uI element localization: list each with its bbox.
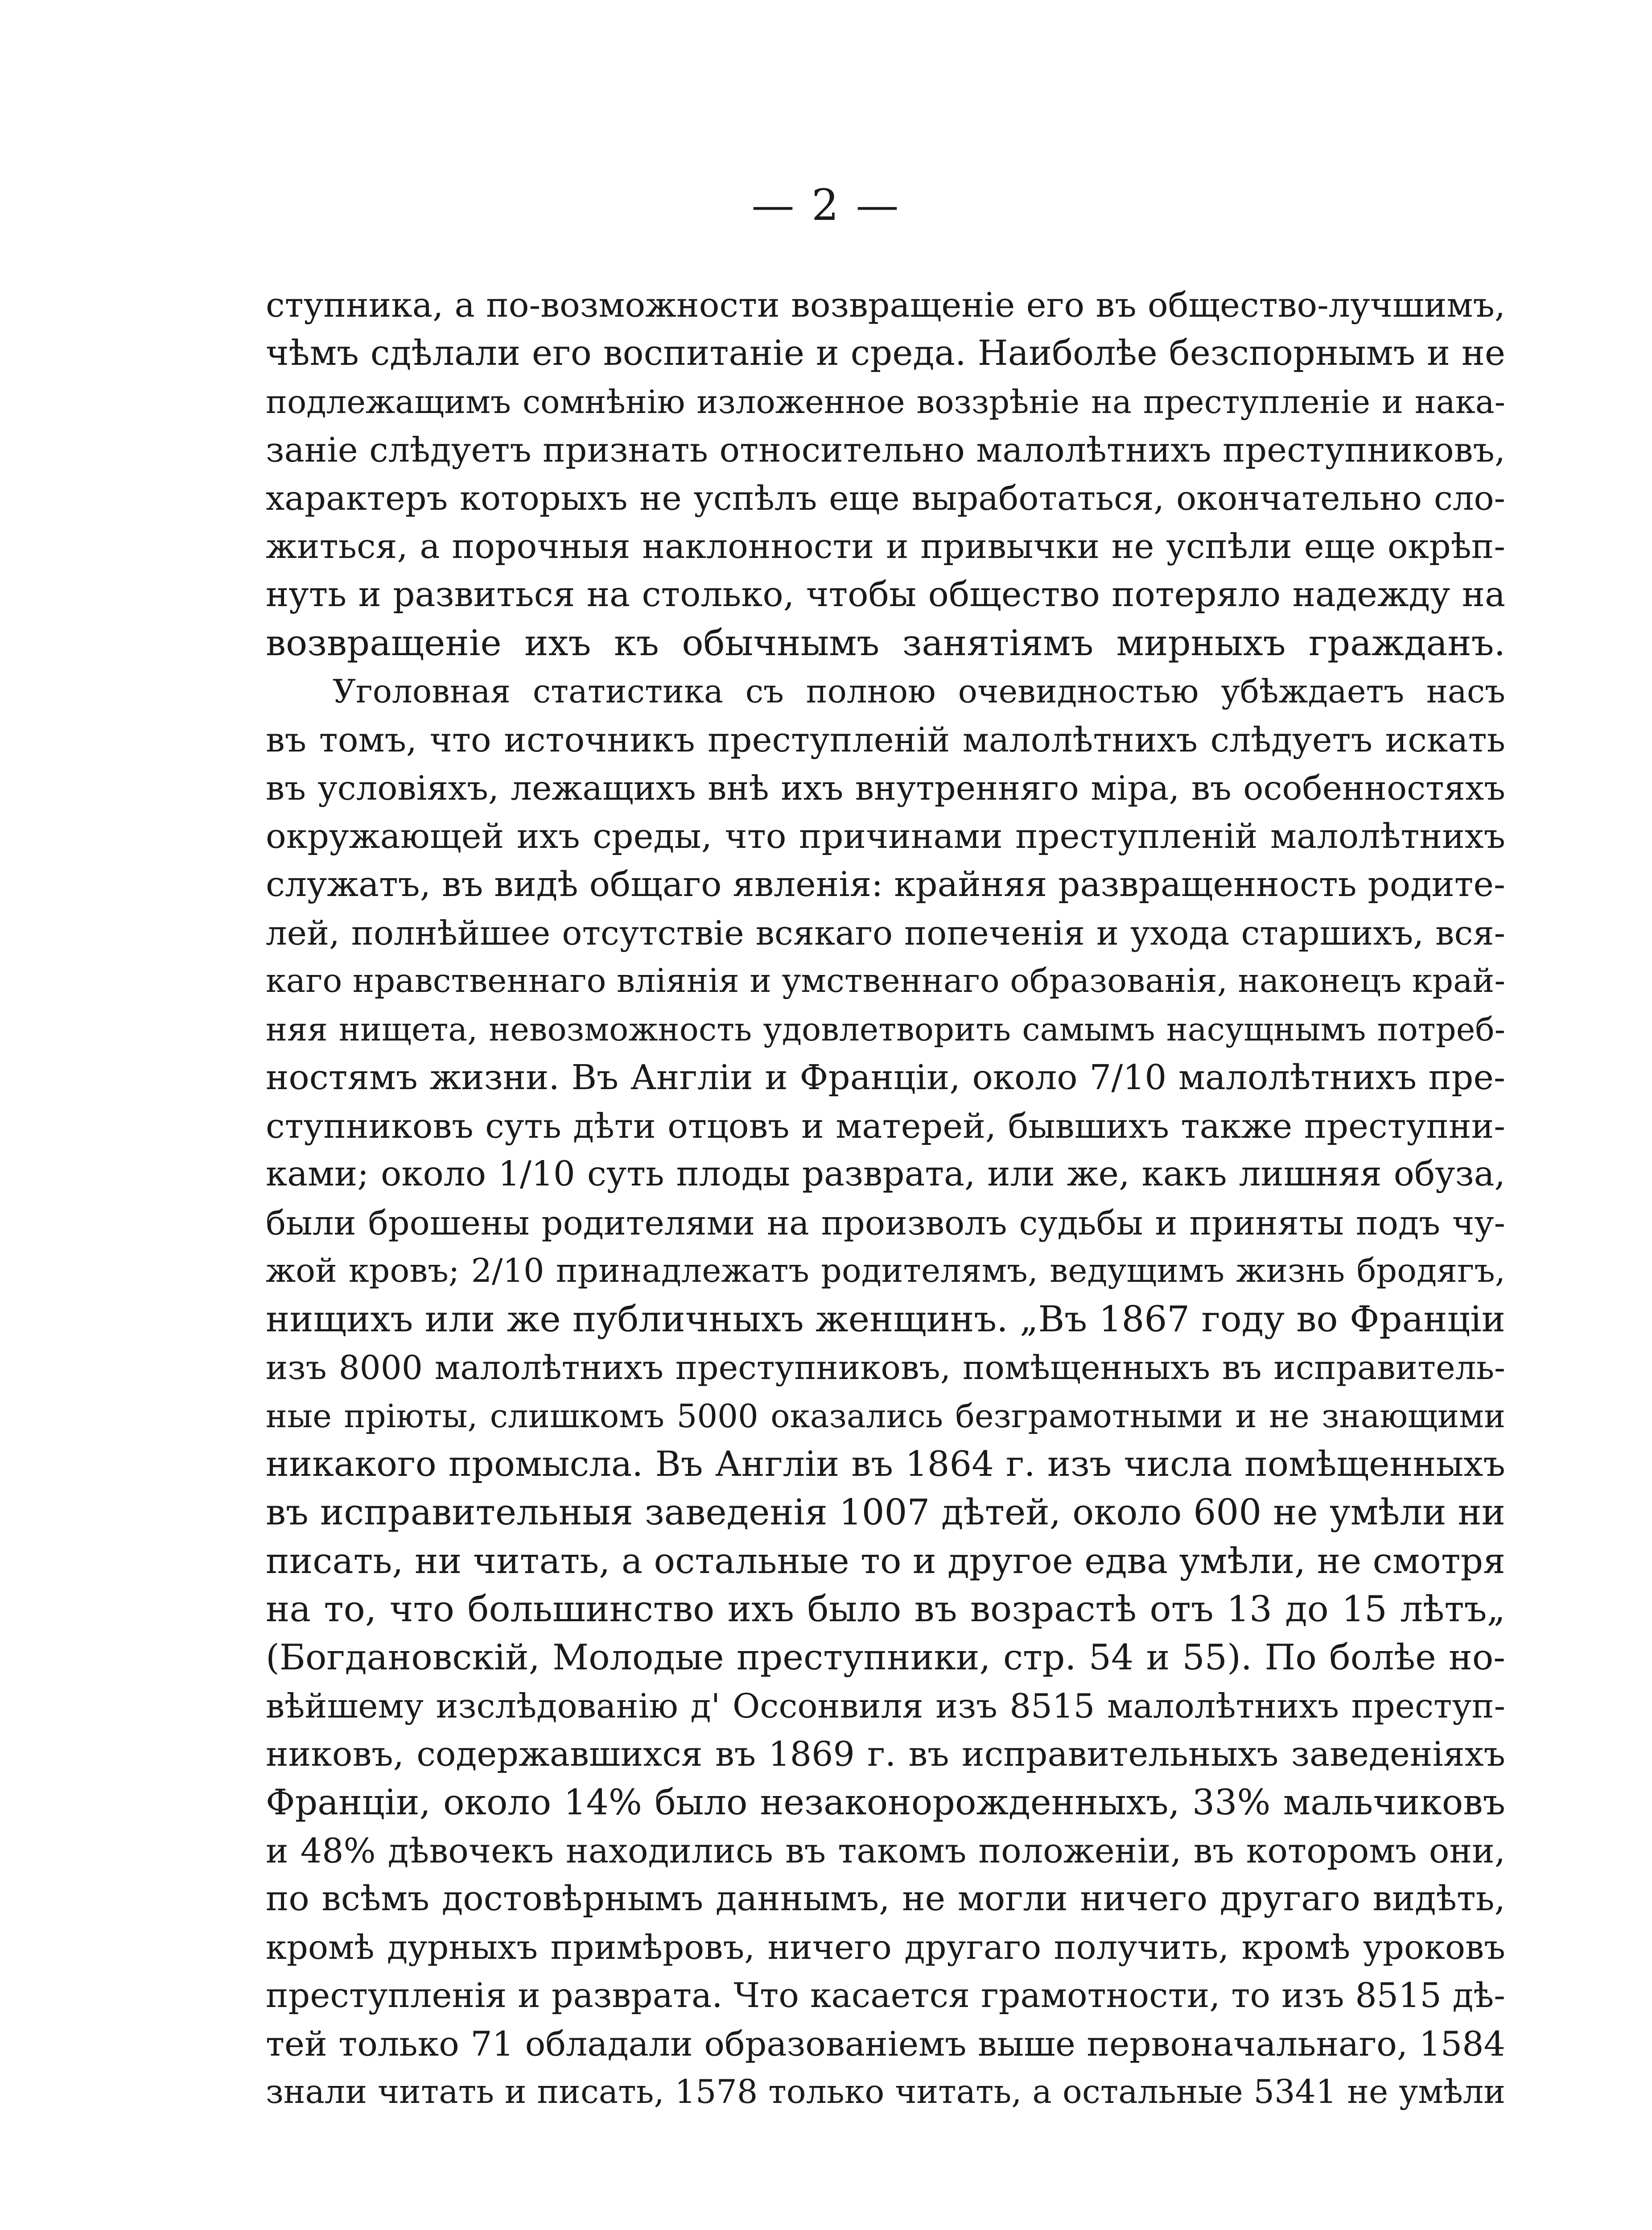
text-line: знали читать и писать, 1578 только читать, а остальные 5341 не умѣли xyxy=(266,2073,1505,2111)
text-line: никовъ, содержавшихся въ 1869 г. въ исправительныхъ заведеніяхъ xyxy=(266,1734,1505,1774)
text-line: ступниковъ суть дѣти отцовъ и матерей, бывшихъ также преступни- xyxy=(266,1106,1505,1146)
text-line: на то, что большинство ихъ было въ возрастѣ отъ 13 до 15 лѣтъ„ xyxy=(266,1588,1505,1630)
text-line: по всѣмъ достовѣрнымъ даннымъ, не могли ничего другаго видѣть, xyxy=(266,1879,1505,1919)
text-line: характеръ которыхъ не успѣлъ еще выработаться, окончательно сло- xyxy=(266,479,1505,518)
text-line: возвращеніе ихъ къ обычнымъ занятіямъ мирныхъ гражданъ. xyxy=(266,622,1505,664)
text-line: тей только 71 обладали образованіемъ выше первоначальнаго, 1584 xyxy=(266,2024,1505,2064)
text-line: были брошены родителями на произволъ судьбы и приняты подъ чу- xyxy=(266,1203,1505,1243)
text-line: вѣйшему изслѣдованію д' Оссонвиля изъ 8515 малолѣтнихъ преступ- xyxy=(266,1686,1505,1726)
text-line: кромѣ дурныхъ примѣровъ, ничего другаго получить, кромѣ уроковъ xyxy=(266,1928,1505,1967)
text-line: няя нищета, невозможность удовлетворить самымъ насущнымъ потреб- xyxy=(266,1011,1505,1049)
text-line: писать, ни читать, а остальные то и другое едва умѣли, не смотря xyxy=(266,1540,1505,1582)
page-number: — 2 — xyxy=(751,180,901,230)
text-line: житься, а порочныя наклонности и привычки не успѣли еще окрѣп- xyxy=(266,526,1505,566)
text-line: въ томъ, что источникъ преступленій малолѣтнихъ слѣдуетъ искать xyxy=(266,719,1505,760)
text-line: Франціи, около 14% было незаконорожденныхъ, 33% мальчиковъ xyxy=(266,1782,1505,1823)
body-text xyxy=(266,281,1505,2116)
text-line: нуть и развиться на столько, чтобы общество потеряло надежду на xyxy=(266,574,1505,615)
text-line: подлежащимъ сомнѣнію изложенное воззрѣніе на преступленіе и нака- xyxy=(266,383,1505,421)
text-line: (Богдановскій, Молодые преступники, стр. 54 и 55). По болѣе но- xyxy=(266,1637,1505,1678)
text-line: окружающей ихъ среды, что причинами преступленій малолѣтнихъ xyxy=(266,816,1505,856)
text-line: заніе слѣдуетъ признать относительно малолѣтнихъ преступниковъ, xyxy=(266,429,1505,470)
text-line: никакого промысла. Въ Англіи въ 1864 г. изъ числа помѣщенныхъ xyxy=(266,1444,1505,1485)
text-line: лей, полнѣйшее отсутствіе всякаго попеченія и ухода старшихъ, вся- xyxy=(266,913,1505,953)
text-line: и 48% дѣвочекъ находились въ такомъ положеніи, въ которомъ они, xyxy=(266,1830,1505,1871)
text-line: преступленія и разврата. Что касается грамотности, то изъ 8515 дѣ- xyxy=(266,1975,1505,2015)
text-line: ками; около 1/10 суть плоды разврата, или же, какъ лишняя обуза, xyxy=(266,1154,1505,1194)
text-line: ступника, а по-возможности возвращеніе его въ общество-лучшимъ, xyxy=(266,285,1505,325)
text-line: нищихъ или же публичныхъ женщинъ. „Въ 1867 году во Франціи xyxy=(266,1298,1505,1340)
text-line: служатъ, въ видѣ общаго явленія: крайняя развращенность родите- xyxy=(266,864,1505,904)
text-line: ностямъ жизни. Въ Англіи и Франціи, около 7/10 малолѣтнихъ пре- xyxy=(266,1057,1505,1098)
text-line: чѣмъ сдѣлали его воспитаніе и среда. Наиболѣе безспорнымъ и не xyxy=(266,333,1505,374)
text-line: ные пріюты, слишкомъ 5000 оказались безграмотными и не знающими xyxy=(266,1397,1505,1435)
text-line: изъ 8000 малолѣтнихъ преступниковъ, помѣщенныхъ въ исправитель- xyxy=(266,1348,1505,1387)
text-line: жой кровъ; 2/10 принадлежатъ родителямъ, ведущимъ жизнь бродягъ, xyxy=(266,1251,1505,1290)
text-line: въ условіяхъ, лежащихъ внѣ ихъ внутренняго міра, въ особенностяхъ xyxy=(266,768,1505,808)
text-line: Уголовная статистика съ полною очевидностью убѣждаетъ насъ xyxy=(333,673,1505,710)
text-line: каго нравственнаго вліянія и умственнаго образованія, наконецъ край- xyxy=(266,962,1505,1000)
text-line: въ исправительныя заведенія 1007 дѣтей, около 600 не умѣли ни xyxy=(266,1491,1505,1533)
